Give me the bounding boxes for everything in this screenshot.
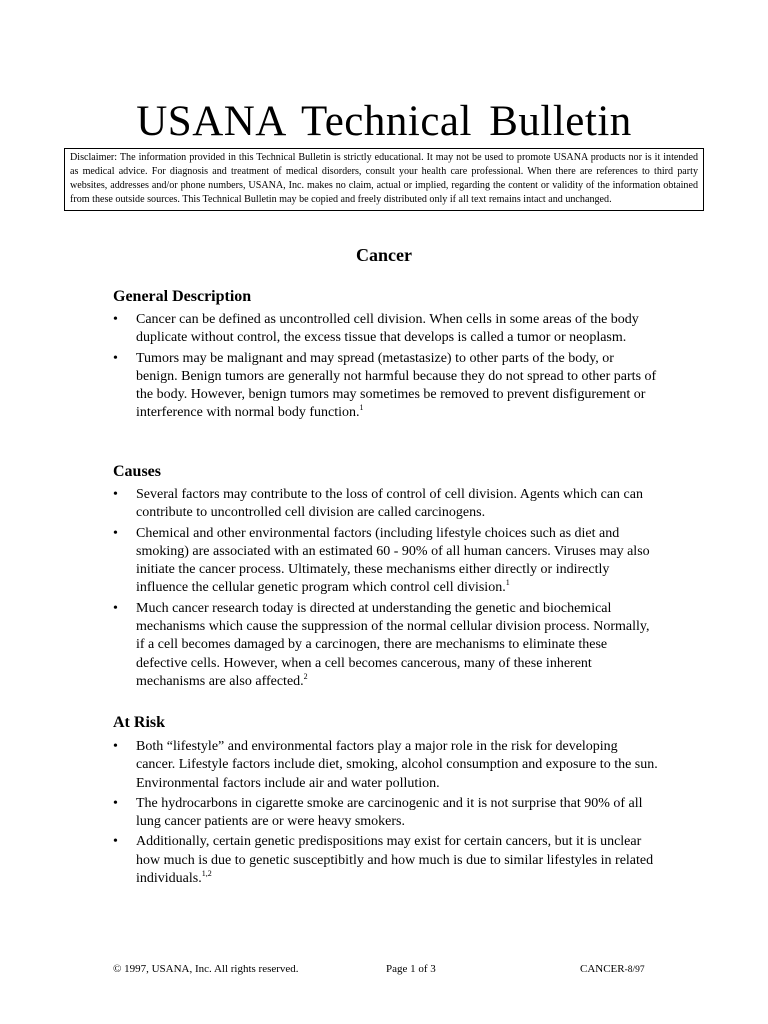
section-title: Cancer xyxy=(356,245,412,265)
list-general-description xyxy=(113,311,658,425)
bullet-icon: • xyxy=(113,600,118,616)
bullet-icon: • xyxy=(113,350,118,366)
bullet-text: Cancer can be defined as uncontrolled cell division. When cells in some areas of the body duplicate without control, the excess tissue that develops is called a tumor or neoplasm. xyxy=(136,312,639,346)
bullet-icon: • xyxy=(113,795,118,811)
list-item xyxy=(113,486,658,523)
list-item xyxy=(113,795,658,832)
bullet-text: Additionally, certain genetic predispositions may exist for certain cancers, but it is unclear how much is due to genetic susceptibitly and how much is due to similar lifestyles in related individuals. xyxy=(136,834,654,887)
footnote-ref: 1,2 xyxy=(201,869,212,879)
footer-code-date: -8/97 xyxy=(624,965,645,975)
bullet-text: The hydrocarbons in cigarette smoke are carcinogenic and it is not surprise that 90% of all lung cancer patients are or were heavy smokers. xyxy=(136,795,643,830)
heading-general-description: General Description xyxy=(113,288,252,305)
footer-copyright: © 1997, USANA, Inc. All rights reserved. xyxy=(113,963,299,975)
footer-page-number: Page 1 of 3 xyxy=(386,963,436,975)
heading-at-risk: At Risk xyxy=(113,714,166,731)
bullet-icon: • xyxy=(113,487,118,502)
footer-code-label: CANCER xyxy=(580,963,625,975)
bullet-icon: • xyxy=(113,739,118,754)
bullet-text: Chemical and other environmental factors (including lifestyle choices such as diet and smoking) are associated with an estimated 60 - 90% of all human cancers. Viruses may also initiate the cancer process. Ultimately, these mechanisms either directly or indirectly influence the cellular genetic program which control cell division. xyxy=(136,525,650,596)
list-item xyxy=(113,833,658,888)
bullet-text: Tumors may be malignant and may spread (metastasize) to other parts of the body, or benign. Benign tumors are generally not harmful because they do not spread to other parts of the body. However, benign tumors may sometimes be removed to prevent disfigurement or interference with normal body function. xyxy=(136,350,657,421)
list-item xyxy=(113,350,658,423)
list-item xyxy=(113,311,658,348)
footnote-ref: 1 xyxy=(359,403,364,413)
list-item xyxy=(113,600,658,691)
list-at-risk xyxy=(113,738,658,890)
bullet-icon: • xyxy=(113,834,118,850)
bullet-icon: • xyxy=(113,525,118,541)
bullet-text: Several factors may contribute to the loss of control of cell division. Agents which can can contribute to uncontrolled cell division are called carcinogens. xyxy=(136,487,643,521)
footer-doc-code xyxy=(580,963,645,975)
bullet-icon: • xyxy=(113,312,118,327)
footnote-ref: 1 xyxy=(505,578,510,588)
bullet-text: Both “lifestyle” and environmental factors play a major role in the risk for developing cancer. Lifestyle factors include diet, smoking, alcohol consumption and exposure to the sun. Environmental factors include air and water pollution. xyxy=(136,739,658,791)
heading-causes: Causes xyxy=(113,463,162,480)
list-causes xyxy=(113,486,658,693)
list-item xyxy=(113,525,658,598)
bullet-text: Much cancer research today is directed at understanding the genetic and biochemical mechanisms which cause the suppression of the normal cellular division process. Normally, if a cell becomes damaged by a carcinogen, there are mechanisms to eliminate these defective cells. However, when a cell becomes cancerous, many of these inherent mechanisms are also affected. xyxy=(136,600,650,689)
document-title: USANA Technical Bulletin xyxy=(136,98,632,145)
list-item xyxy=(113,738,658,793)
disclaimer-box: Disclaimer: The information provided in this Technical Bulletin is strictly educational. It may not be used to promote USANA products nor is it intended as medical advice. For diagnosis and treatment of medical disorders, consult your health care professional. When there are references to third party websites, addresses and/or phone numbers, USANA, Inc. makes no claim, actual or implied, regarding the content or validity of the information obtained from these outside sources. This Technical Bulletin may be copied and freely distributed only if all text remains intact and unchanged. xyxy=(64,148,704,211)
footnote-ref: 2 xyxy=(303,671,308,681)
